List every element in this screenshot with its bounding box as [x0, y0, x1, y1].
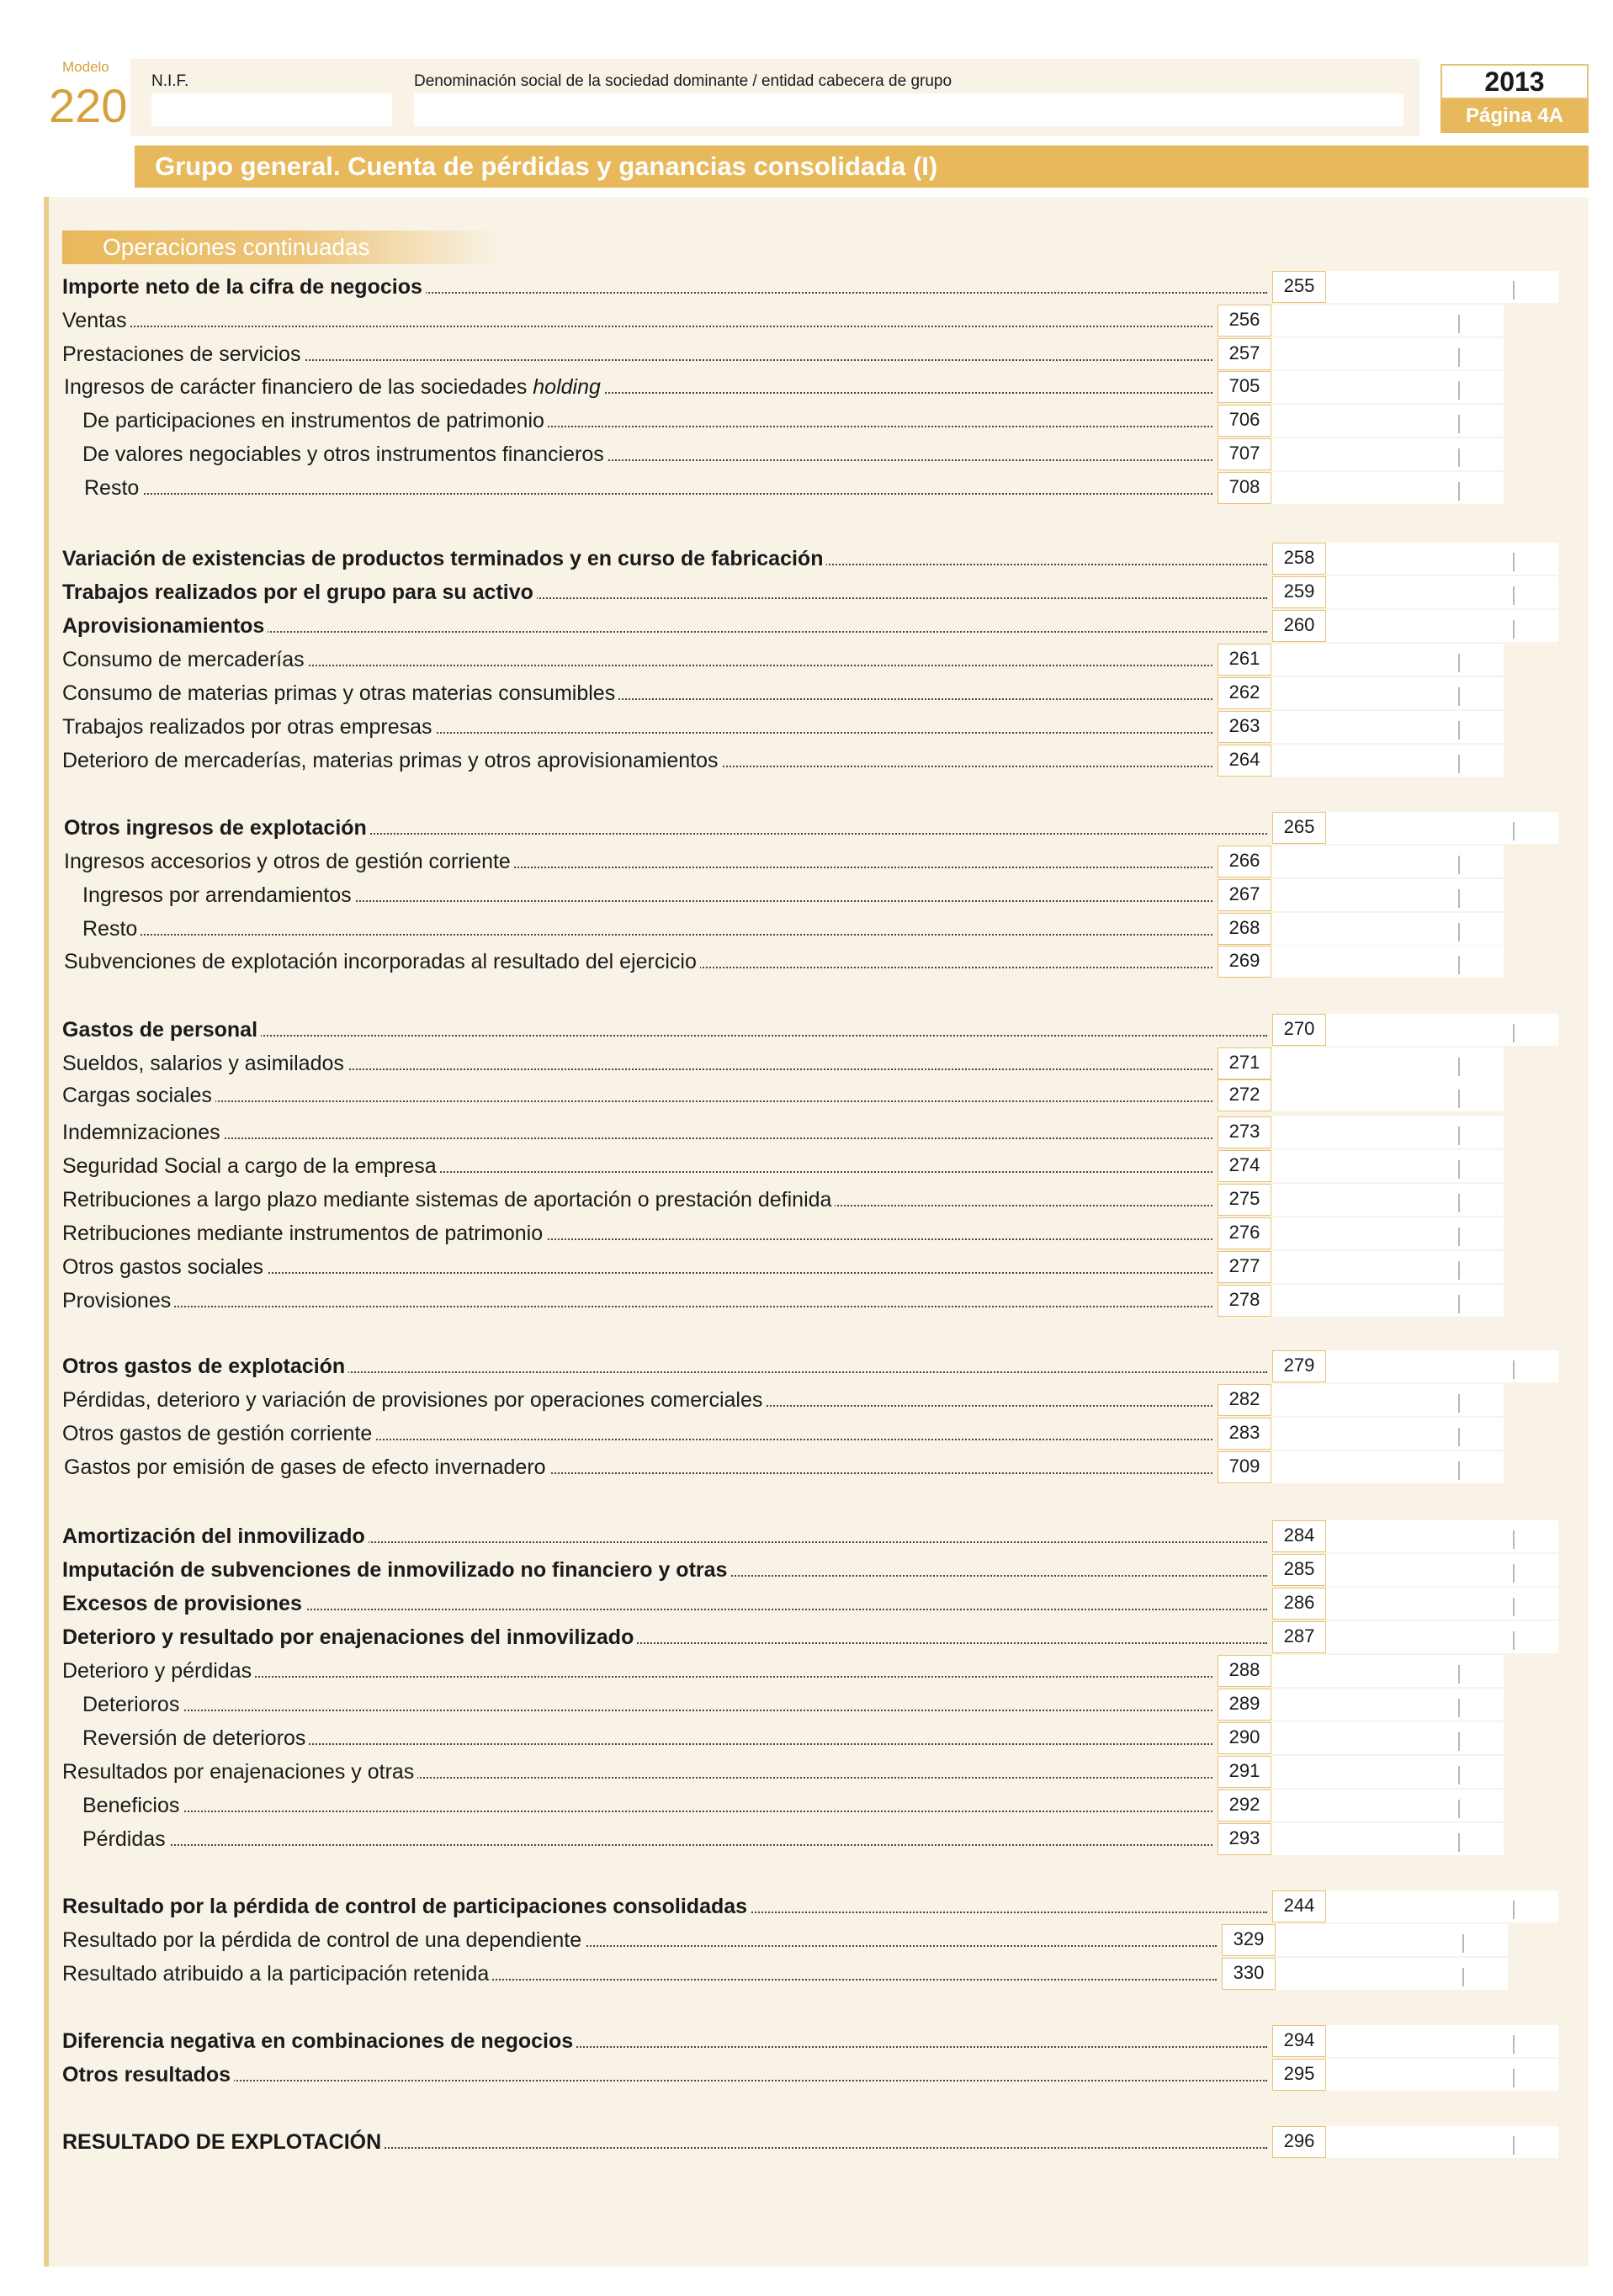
- amount-field-268[interactable]: [1271, 913, 1504, 945]
- row-label-text: Gastos por emisión de gases de efecto invernadero: [64, 1456, 549, 1479]
- row-label-279: [62, 1353, 1267, 1380]
- row-label-286: [62, 1590, 1267, 1617]
- amount-field-291[interactable]: [1271, 1756, 1504, 1788]
- row-label-text: Imputación de subvenciones de inmovilizado no financiero y otras: [62, 1558, 730, 1582]
- year-badge: 2013: [1441, 64, 1589, 99]
- amount-field-270[interactable]: [1326, 1014, 1558, 1046]
- modelo-label: Modelo: [62, 59, 109, 75]
- row-label-262: [62, 680, 1212, 707]
- box-code-330: 330: [1222, 1958, 1276, 1990]
- row-label-text: Cargas sociales: [62, 1084, 215, 1107]
- row-label-text: Pérdidas: [82, 1827, 169, 1851]
- row-label-text: Resultado por la pérdida de control de participaciones consolidadas: [62, 1895, 751, 1918]
- row-label-294: [62, 2028, 1267, 2055]
- box-code-259: 259: [1272, 576, 1326, 608]
- amount-field-290[interactable]: [1271, 1722, 1504, 1754]
- amount-field-262[interactable]: [1271, 677, 1504, 709]
- row-label-272: [62, 1082, 1212, 1109]
- row-label-261: [62, 646, 1212, 673]
- box-code-278: 278: [1218, 1285, 1271, 1317]
- row-label-text: Excesos de provisiones: [62, 1592, 305, 1615]
- dotted-leader: [82, 1844, 1212, 1846]
- row-label-text: Trabajos realizados por otras empresas: [62, 715, 436, 739]
- modelo-number: 220: [49, 79, 128, 132]
- box-code-293: 293: [1218, 1823, 1271, 1855]
- row-label-text: De valores negociables y otros instrumentos financieros: [82, 443, 608, 466]
- amount-field-263[interactable]: [1271, 711, 1504, 743]
- row-label-text: Consumo de materias primas y otras materias consumibles: [62, 681, 618, 705]
- amount-field-706[interactable]: [1271, 405, 1504, 437]
- row-label-709: [64, 1454, 1212, 1481]
- row-label-259: [62, 579, 1267, 606]
- amount-field-271[interactable]: [1271, 1047, 1504, 1079]
- row-label-706: [82, 407, 1212, 434]
- box-code-289: 289: [1218, 1689, 1271, 1721]
- amount-field-269[interactable]: [1271, 946, 1504, 978]
- box-code-257: 257: [1218, 338, 1271, 370]
- row-label-277: [62, 1254, 1212, 1281]
- box-code-285: 285: [1272, 1554, 1326, 1586]
- dotted-leader: [84, 493, 1212, 495]
- box-code-268: 268: [1218, 913, 1271, 945]
- box-code-290: 290: [1218, 1722, 1271, 1754]
- amount-field-264[interactable]: [1271, 745, 1504, 777]
- amount-field-260[interactable]: [1326, 610, 1558, 642]
- box-code-258: 258: [1272, 543, 1326, 575]
- dotted-leader: [82, 934, 1212, 936]
- box-code-705: 705: [1218, 371, 1271, 403]
- row-label-text: Retribuciones mediante instrumentos de patrimonio: [62, 1222, 546, 1245]
- amount-field-283[interactable]: [1271, 1418, 1504, 1450]
- row-label-276: [62, 1220, 1212, 1247]
- row-label-296: [62, 2129, 1267, 2155]
- box-code-265: 265: [1272, 812, 1326, 844]
- row-label-text: Aprovisionamientos: [62, 614, 268, 638]
- amount-field-709[interactable]: [1271, 1451, 1504, 1483]
- box-code-272: 272: [1218, 1079, 1271, 1111]
- box-code-291: 291: [1218, 1756, 1271, 1788]
- row-label-text: Resto: [82, 917, 141, 941]
- row-label-text: Ventas: [62, 309, 130, 332]
- box-code-277: 277: [1218, 1251, 1271, 1283]
- box-code-284: 284: [1272, 1520, 1326, 1552]
- amount-field-289[interactable]: [1271, 1689, 1504, 1721]
- row-label-text: Reversión de deterioros: [82, 1726, 309, 1750]
- page-title: Grupo general. Cuenta de pérdidas y ganancias consolidada (I): [135, 146, 1589, 188]
- box-code-261: 261: [1218, 644, 1271, 676]
- row-label-274: [62, 1153, 1212, 1180]
- row-label-285: [62, 1556, 1267, 1583]
- row-label-text: Amortización del inmovilizado: [62, 1524, 369, 1548]
- row-label-text: Ingresos de carácter financiero de las sociedades holding: [64, 375, 604, 399]
- box-code-267: 267: [1218, 879, 1271, 911]
- amount-field-274[interactable]: [1271, 1150, 1504, 1182]
- row-label-text: Gastos de personal: [62, 1018, 261, 1042]
- row-label-265: [64, 814, 1267, 841]
- row-label-707: [82, 441, 1212, 468]
- row-label-text: Pérdidas, deterioro y variación de provisiones por operaciones comerciales: [62, 1388, 766, 1412]
- box-code-292: 292: [1218, 1790, 1271, 1821]
- amount-field-266[interactable]: [1271, 846, 1504, 878]
- row-label-287: [62, 1624, 1267, 1651]
- box-code-294: 294: [1272, 2025, 1326, 2057]
- box-code-329: 329: [1222, 1924, 1276, 1956]
- row-label-255: [62, 273, 1267, 300]
- amount-field-707[interactable]: [1271, 438, 1504, 470]
- row-label-269: [64, 948, 1212, 975]
- row-label-text: Importe neto de la cifra de negocios: [62, 275, 426, 299]
- amount-field-267[interactable]: [1271, 879, 1504, 911]
- row-label-text: Ingresos por arrendamientos: [82, 883, 355, 907]
- section-title: Operaciones continuadas: [62, 231, 500, 264]
- nif-label: N.I.F.: [151, 72, 189, 90]
- row-label-295: [62, 2061, 1267, 2088]
- amount-field-255[interactable]: [1326, 271, 1558, 303]
- dotted-leader: [62, 326, 1212, 327]
- box-code-296: 296: [1272, 2126, 1326, 2158]
- row-label-264: [62, 747, 1212, 774]
- row-label-text: Resultado atribuido a la participación retenida: [62, 1962, 492, 1986]
- amount-field-275[interactable]: [1271, 1184, 1504, 1216]
- row-label-270: [62, 1016, 1267, 1043]
- amount-field-292[interactable]: [1271, 1790, 1504, 1821]
- dotted-leader: [62, 1100, 1212, 1102]
- box-code-279: 279: [1272, 1350, 1326, 1382]
- row-label-text: Resultados por enajenaciones y otras: [62, 1760, 417, 1784]
- box-code-283: 283: [1218, 1418, 1271, 1450]
- box-code-271: 271: [1218, 1047, 1271, 1079]
- row-label-text: Otros ingresos de explotación: [64, 816, 370, 840]
- amount-field-259[interactable]: [1326, 576, 1558, 608]
- amount-field-286[interactable]: [1326, 1588, 1558, 1620]
- row-label-258: [62, 545, 1267, 572]
- box-code-244: 244: [1272, 1890, 1326, 1922]
- amount-field-293[interactable]: [1271, 1823, 1504, 1855]
- amount-field-273[interactable]: [1271, 1116, 1504, 1148]
- row-label-283: [62, 1420, 1212, 1447]
- amount-field-279[interactable]: [1326, 1350, 1558, 1382]
- row-label-257: [62, 341, 1212, 368]
- row-label-266: [64, 848, 1212, 875]
- row-label-text: Diferencia negativa en combinaciones de negocios: [62, 2029, 576, 2053]
- row-label-text: Ingresos accesorios y otros de gestión corriente: [64, 850, 514, 873]
- row-label-text: Deterioro de mercaderías, materias primas y otros aprovisionamientos: [62, 749, 721, 772]
- row-label-text: Otros gastos de gestión corriente: [62, 1422, 375, 1445]
- box-code-707: 707: [1218, 438, 1271, 470]
- row-label-text: Consumo de mercaderías: [62, 648, 308, 671]
- amount-field-708[interactable]: [1271, 472, 1504, 504]
- box-code-273: 273: [1218, 1116, 1271, 1148]
- box-code-270: 270: [1272, 1014, 1326, 1046]
- box-code-706: 706: [1218, 405, 1271, 437]
- row-label-292: [82, 1792, 1212, 1819]
- dotted-leader: [82, 1811, 1212, 1812]
- row-label-282: [62, 1387, 1212, 1413]
- row-label-text: Deterioros: [82, 1693, 183, 1716]
- box-code-264: 264: [1218, 745, 1271, 777]
- amount-field-295[interactable]: [1326, 2059, 1558, 2091]
- amount-field-265[interactable]: [1326, 812, 1558, 844]
- box-code-709: 709: [1218, 1451, 1271, 1483]
- row-label-text: Subvenciones de explotación incorporadas al resultado del ejercicio: [64, 950, 700, 973]
- row-label-288: [62, 1657, 1212, 1684]
- amount-field-276[interactable]: [1271, 1217, 1504, 1249]
- row-label-267: [82, 882, 1212, 909]
- box-code-260: 260: [1272, 610, 1326, 642]
- box-code-288: 288: [1218, 1655, 1271, 1687]
- box-code-276: 276: [1218, 1217, 1271, 1249]
- amount-field-705[interactable]: [1271, 371, 1504, 403]
- amount-field-258[interactable]: [1326, 543, 1558, 575]
- row-label-text: Retribuciones a largo plazo mediante sistemas de aportación o prestación definida: [62, 1188, 835, 1212]
- row-label-275: [62, 1186, 1212, 1213]
- row-label-text: Otros resultados: [62, 2063, 234, 2087]
- row-label-text: Seguridad Social a cargo de la empresa: [62, 1154, 440, 1178]
- row-label-text: Otros gastos de explotación: [62, 1355, 348, 1378]
- dotted-leader: [82, 1710, 1212, 1711]
- denominacion-field[interactable]: [414, 93, 1403, 126]
- row-label-293: [82, 1826, 1212, 1853]
- amount-field-256[interactable]: [1271, 305, 1504, 337]
- row-label-708: [84, 475, 1212, 501]
- row-label-289: [82, 1691, 1212, 1718]
- row-label-text: Deterioro y pérdidas: [62, 1659, 255, 1683]
- row-label-705: [64, 374, 1212, 400]
- row-label-italic: holding: [533, 375, 601, 399]
- amount-field-261[interactable]: [1271, 644, 1504, 676]
- amount-field-272[interactable]: [1271, 1079, 1504, 1111]
- box-code-287: 287: [1272, 1621, 1326, 1653]
- amount-field-282[interactable]: [1271, 1384, 1504, 1416]
- row-label-text: Sueldos, salarios y asimilados: [62, 1052, 348, 1075]
- dotted-leader: [62, 2080, 1267, 2081]
- amount-field-296[interactable]: [1326, 2126, 1558, 2158]
- row-label-text: Beneficios: [82, 1794, 183, 1817]
- row-label-text: Otros gastos sociales: [62, 1255, 267, 1279]
- row-label-271: [62, 1050, 1212, 1077]
- row-label-text: Provisiones: [62, 1289, 174, 1312]
- row-label-244: [62, 1893, 1267, 1920]
- row-label-278: [62, 1287, 1212, 1314]
- amount-field-330[interactable]: [1276, 1958, 1508, 1990]
- page-badge: Página 4A: [1441, 99, 1589, 133]
- amount-field-284[interactable]: [1326, 1520, 1558, 1552]
- row-label-284: [62, 1523, 1267, 1550]
- row-label-text: De participaciones en instrumentos de patrimonio: [82, 409, 548, 432]
- row-label-text: Trabajos realizados por el grupo para su activo: [62, 581, 537, 604]
- row-label-260: [62, 612, 1267, 639]
- box-code-256: 256: [1218, 305, 1271, 337]
- row-label-text: Resto: [84, 476, 142, 500]
- amount-field-329[interactable]: [1276, 1924, 1508, 1956]
- row-label-text: RESULTADO DE EXPLOTACIÓN: [62, 2130, 385, 2154]
- row-label-text: Prestaciones de servicios: [62, 342, 304, 366]
- row-label-text: Indemnizaciones: [62, 1121, 224, 1144]
- dotted-leader: [62, 1137, 1212, 1139]
- box-code-708: 708: [1218, 472, 1271, 504]
- box-code-266: 266: [1218, 846, 1271, 878]
- box-code-282: 282: [1218, 1384, 1271, 1416]
- row-label-text: Resultado por la pérdida de control de una dependiente: [62, 1928, 585, 1952]
- denominacion-label: Denominación social de la sociedad dominante / entidad cabecera de grupo: [414, 72, 952, 90]
- box-code-295: 295: [1272, 2059, 1326, 2091]
- row-label-330: [62, 1960, 1217, 1987]
- row-label-291: [62, 1758, 1212, 1785]
- box-code-275: 275: [1218, 1184, 1271, 1216]
- row-label-329: [62, 1927, 1217, 1954]
- amount-field-278[interactable]: [1271, 1285, 1504, 1317]
- amount-field-288[interactable]: [1271, 1655, 1504, 1687]
- box-code-286: 286: [1272, 1588, 1326, 1620]
- box-code-274: 274: [1218, 1150, 1271, 1182]
- row-label-263: [62, 713, 1212, 740]
- nif-field[interactable]: [151, 93, 392, 126]
- row-label-text: Deterioro y resultado por enajenaciones del inmovilizado: [62, 1625, 637, 1649]
- row-label-290: [82, 1725, 1212, 1752]
- box-code-255: 255: [1272, 271, 1326, 303]
- row-label-text: Variación de existencias de productos terminados y en curso de fabricación: [62, 547, 826, 570]
- amount-field-277[interactable]: [1271, 1251, 1504, 1283]
- amount-field-294[interactable]: [1326, 2025, 1558, 2057]
- row-label-273: [62, 1119, 1212, 1146]
- amount-field-257[interactable]: [1271, 338, 1504, 370]
- row-label-256: [62, 307, 1212, 334]
- amount-field-285[interactable]: [1326, 1554, 1558, 1586]
- box-code-263: 263: [1218, 711, 1271, 743]
- dotted-leader: [62, 1306, 1212, 1307]
- amount-field-244[interactable]: [1326, 1890, 1558, 1922]
- box-code-269: 269: [1218, 946, 1271, 978]
- box-code-262: 262: [1218, 677, 1271, 709]
- amount-field-287[interactable]: [1326, 1621, 1558, 1653]
- row-label-268: [82, 915, 1212, 942]
